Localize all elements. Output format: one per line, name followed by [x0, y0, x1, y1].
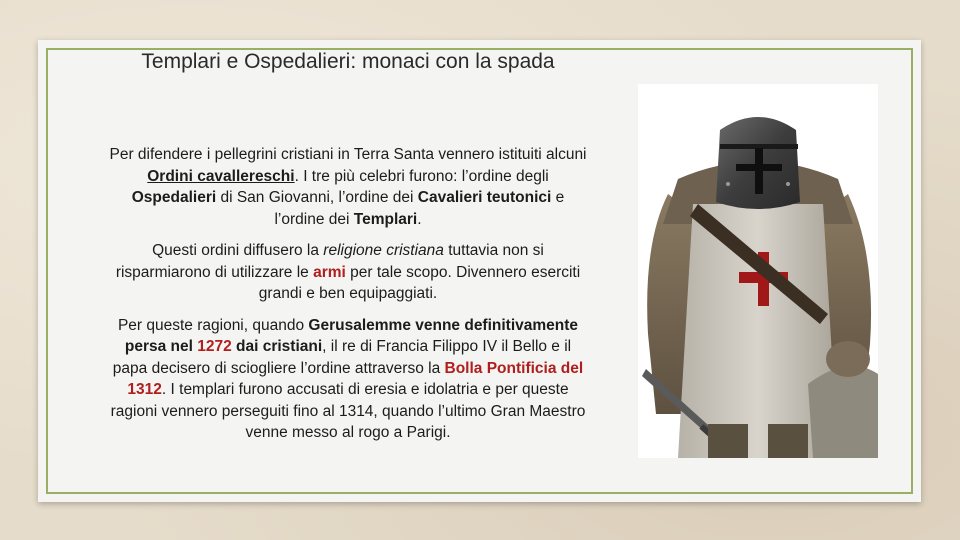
slide-title: Templari e Ospedalieri: monaci con la spada	[141, 50, 555, 73]
p3-text-5: , il re di Francia Filippo IV il Bello e il papa decisero di sciogliere l’ordine attraverso la	[112, 338, 572, 377]
p2-text-1: Questi ordini diffusero la	[152, 242, 324, 259]
p2-armi: armi	[313, 263, 346, 281]
p3-text-7: . I templari furono accusati di eresia e idolatria e per queste ragioni vennero perseguiti fino al 1314, quando l’ultimo Gran Maestro venne messo al rogo a Parigi.	[110, 381, 586, 441]
p1-text-7: e l’ordine dei	[274, 189, 565, 228]
p2-text-3: tuttavia non si risparmiarono di utilizzare le	[115, 242, 544, 281]
p1-ospedalieri: Ospedalieri	[131, 189, 217, 206]
templar-knight-illustration	[638, 84, 878, 458]
paragraph-2	[106, 240, 590, 305]
p2-text-5: per tale scopo. Divennero eserciti grandi e ben equipaggiati.	[258, 263, 581, 302]
templar-knight-image	[638, 84, 878, 458]
p1-text-1: Per difendere i pellegrini cristiani in Terra Santa vennero istituiti alcuni	[109, 146, 587, 163]
p1-cavalieri-teutonici: Cavalieri teutonici	[417, 189, 552, 206]
p1-text-5: di San Giovanni, l’ordine dei	[216, 189, 418, 206]
p1-text-3: . I tre più celebri furono: l’ordine degli	[294, 167, 549, 185]
p3-text-1: Per queste ragioni, quando	[117, 316, 309, 334]
paragraph-3	[106, 315, 590, 444]
slide-body	[106, 144, 590, 454]
p3-bolla-pontificia: Bolla Pontificia del 1312	[127, 359, 584, 398]
p1-text-9: .	[417, 210, 422, 228]
p1-templari: Templari	[353, 210, 418, 228]
slide-card	[38, 40, 921, 502]
p1-ordini-cavallereschi: Ordini cavallereschi	[147, 167, 295, 185]
p2-religione-cristiana: religione cristiana	[323, 242, 444, 259]
p3-dai-cristiani: dai cristiani	[231, 338, 323, 355]
p3-gerusalemme: Gerusalemme venne definitivamente persa nel	[124, 316, 579, 355]
paragraph-1	[106, 144, 590, 230]
p3-year-1272: 1272	[197, 338, 232, 355]
